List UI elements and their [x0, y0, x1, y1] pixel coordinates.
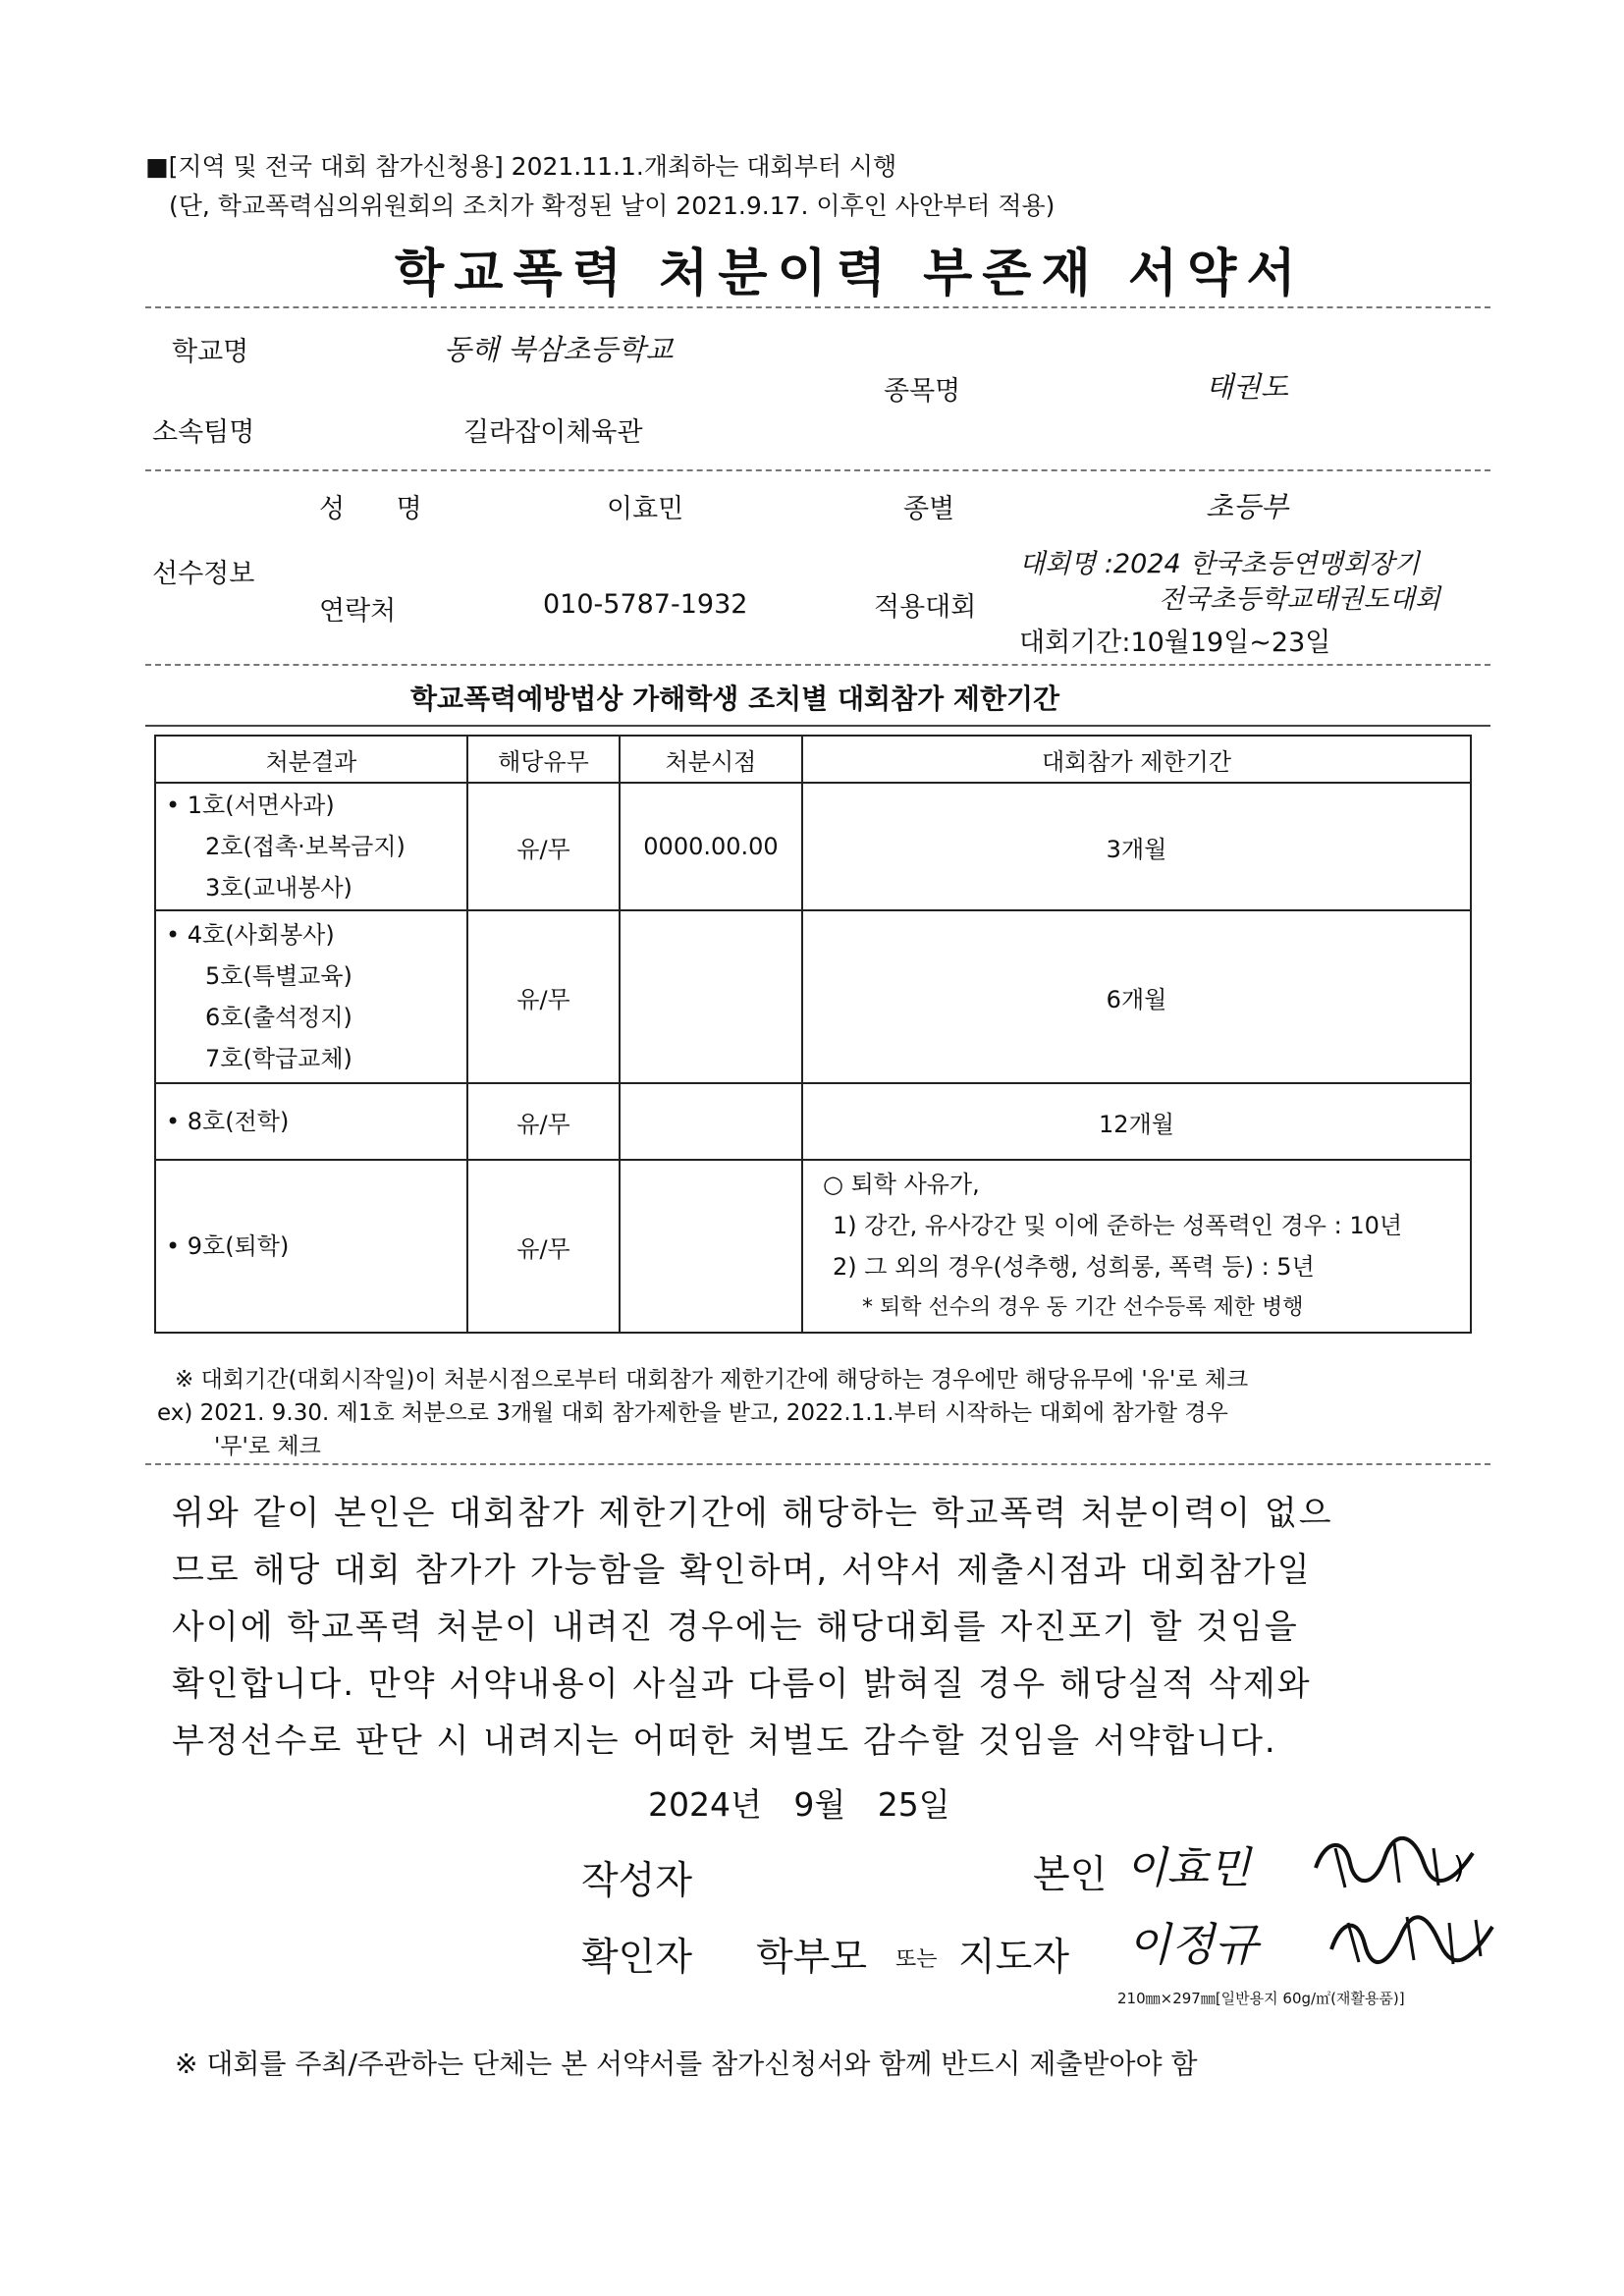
limit-line: ○ 퇴학 사유가, — [823, 1171, 980, 1198]
paper-spec: 210㎜×297㎜[일반용지 60g/㎡(재활용품)] — [1117, 1990, 1405, 2007]
contact-value: 010-5787-1932 — [543, 589, 748, 620]
limit-line: * 퇴학 선수의 경우 동 기간 선수등록 제한 병행 — [862, 1295, 1304, 1320]
or-label: 또는 — [895, 1947, 938, 1972]
competition-label: 적용대회 — [874, 592, 977, 623]
applies-cell[interactable]: 유/무 — [467, 783, 620, 910]
svg-text:): ) — [1453, 1851, 1465, 1886]
table-row — [155, 1160, 1471, 1333]
pledge-paragraph — [172, 1485, 1333, 1770]
name-value: 이효민 — [607, 494, 684, 524]
category-value: 초등부 — [1206, 490, 1289, 523]
limits-table-caption: 학교폭력예방법상 가해학생 조치별 대회참가 제한기간 — [410, 683, 1060, 715]
writer-label: 작성자 — [581, 1859, 693, 1903]
date-cell[interactable] — [620, 1160, 802, 1333]
school-label: 학교명 — [172, 337, 249, 367]
header-note-line: (단, 학교폭력심의위원회의 조치가 확정된 날이 2021.9.17. 이후인 사안부터 적용) — [169, 191, 1056, 220]
limits-table — [154, 735, 1472, 1334]
competition-period: 대회기간:10월19일~23일 — [1019, 628, 1331, 658]
limit-line: 2) 그 외의 경우(성추행, 성희롱, 폭력 등) : 5년 — [833, 1253, 1315, 1281]
note-3: '무'로 체크 — [214, 1434, 321, 1459]
limit-cell: 6개월 — [802, 910, 1471, 1083]
disposition-cell — [155, 1083, 467, 1160]
event-label: 종목명 — [884, 376, 961, 407]
disposition-item: 6호(출석정지) — [205, 1004, 352, 1031]
applies-cell[interactable]: 유/무 — [467, 910, 620, 1083]
note-2: ex) 2021. 9.30. 제1호 처분으로 3개월 대회 참가제한을 받고, 2022.1.1.부터 시작하는 대회에 참가할 경우 — [157, 1400, 1228, 1426]
table-row — [155, 910, 1471, 1083]
disposition-item: 7호(학급교체) — [205, 1045, 352, 1072]
applies-cell[interactable]: 유/무 — [467, 1083, 620, 1160]
school-value: 동해 북삼초등학교 — [444, 333, 674, 366]
pledge-line: 부정선수로 판단 시 내려지는 어떠한 처벌도 감수할 것임을 서약합니다. — [172, 1722, 1277, 1761]
column-header: 처분결과 — [155, 736, 467, 783]
column-header: 대회참가 제한기간 — [802, 736, 1471, 783]
pledge-line: 사이에 학교폭력 처분이 내려진 경우에는 해당대회를 자진포기 할 것임을 — [172, 1608, 1299, 1647]
divider — [145, 664, 1490, 666]
limit-line: 1) 강간, 유사강간 및 이에 준하는 성폭력인 경우 : 10년 — [833, 1212, 1403, 1239]
footer-note: ※ 대회를 주최/주관하는 단체는 본 서약서를 참가신청서와 함께 반드시 제출받아야 함 — [175, 2048, 1198, 2080]
limit-cell — [802, 1160, 1471, 1333]
disposition-item: • 9호(퇴학) — [166, 1232, 290, 1260]
coach-label: 지도자 — [958, 1936, 1070, 1980]
category-label: 종별 — [903, 494, 955, 524]
disposition-item: 3호(교내봉사) — [205, 874, 352, 902]
date-cell[interactable]: 0000.00.00 — [620, 783, 802, 910]
date-cell[interactable] — [620, 1083, 802, 1160]
competition-name-line1: 대회명 :2024 한국초등연맹회장기 — [1019, 549, 1420, 579]
column-header: 해당유무 — [467, 736, 620, 783]
self-signature-icon — [1306, 1829, 1483, 1897]
divider — [145, 306, 1490, 308]
disposition-item: • 4호(사회봉사) — [166, 921, 335, 949]
player-info-section-label: 선수정보 — [152, 559, 255, 589]
event-value: 태권도 — [1206, 370, 1289, 404]
competition-name-line2: 전국초등학교태권도대회 — [1159, 584, 1440, 615]
limit-cell: 12개월 — [802, 1083, 1471, 1160]
table-row — [155, 783, 1471, 910]
limit-cell: 3개월 — [802, 783, 1471, 910]
team-label: 소속팀명 — [152, 417, 255, 448]
divider — [145, 1463, 1490, 1465]
note-1: ※ 대회기간(대회시작일)이 처분시점으로부터 대회참가 제한기간에 해당하는 경우에만 해당유무에 '유'로 체크 — [175, 1367, 1249, 1393]
disposition-cell — [155, 1160, 467, 1333]
pledge-line: 위와 같이 본인은 대회참가 제한기간에 해당하는 학교폭력 처분이력이 없으 — [172, 1494, 1333, 1533]
disposition-item: • 1호(서면사과) — [166, 792, 335, 819]
contact-label: 연락처 — [319, 596, 397, 627]
divider — [145, 725, 1490, 727]
name-label: 성 명 — [319, 494, 444, 524]
self-label: 본인 — [1033, 1853, 1108, 1897]
table-row — [155, 1083, 1471, 1160]
pledge-line: 므로 해당 대회 참가가 가능함을 확인하며, 서약서 제출시점과 대회참가일 — [172, 1551, 1312, 1590]
coach-handwritten-name: 이정규 — [1127, 1918, 1259, 1971]
team-value: 길라잡이체육관 — [463, 417, 643, 448]
coach-signature-icon — [1324, 1905, 1500, 1974]
disposition-item: • 8호(전학) — [166, 1108, 290, 1135]
parent-label: 학부모 — [756, 1936, 868, 1980]
self-handwritten-name: 이효민 — [1125, 1843, 1251, 1893]
disposition-cell — [155, 910, 467, 1083]
disposition-item: 5호(특별교육) — [205, 962, 352, 990]
confirmer-label: 확인자 — [581, 1936, 693, 1980]
divider — [145, 469, 1490, 471]
disposition-cell — [155, 783, 467, 910]
document-title: 학교폭력 처분이력 부존재 서약서 — [395, 245, 1306, 303]
date-cell[interactable] — [620, 910, 802, 1083]
pledge-date: 2024년 9월 25일 — [648, 1785, 950, 1824]
header-marker-line: ■[지역 및 전국 대회 참가신청용] 2021.11.1.개최하는 대회부터 시행 — [145, 152, 897, 181]
table-header-row — [155, 736, 1471, 783]
pledge-line: 확인합니다. 만약 서약내용이 사실과 다름이 밝혀질 경우 해당실적 삭제와 — [172, 1665, 1312, 1704]
applies-cell[interactable]: 유/무 — [467, 1160, 620, 1333]
column-header: 처분시점 — [620, 736, 802, 783]
disposition-item: 2호(접촉·보복금지) — [205, 833, 406, 860]
